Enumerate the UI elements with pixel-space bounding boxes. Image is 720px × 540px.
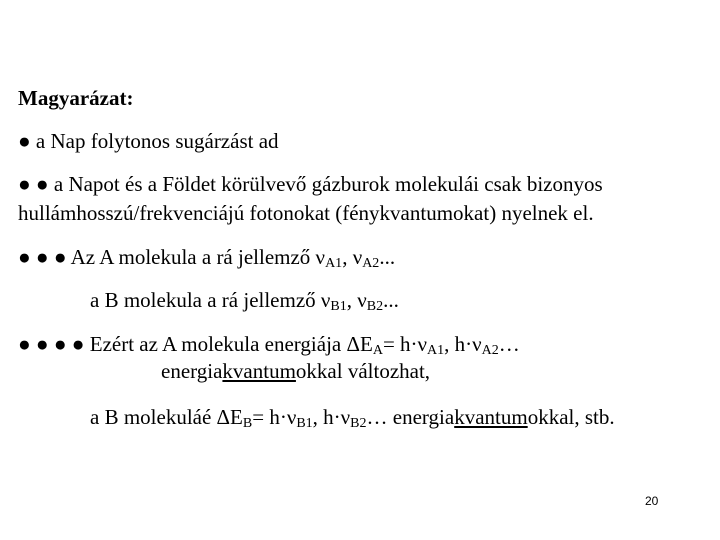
subscript: A bbox=[372, 343, 383, 358]
text: = h·ν bbox=[382, 332, 428, 356]
subscript: B2 bbox=[350, 416, 367, 431]
bullet-3-line-1 bbox=[18, 245, 395, 276]
text: ● ● ● Az A molekula a rá jellemző ν bbox=[18, 245, 326, 269]
bullet-1: ● a Nap folytonos sugárzást ad bbox=[18, 129, 279, 153]
bullet-2-line-2: hullámhosszú/frekvenciájú fotonokat (fénykvantumokat) nyelnek el. bbox=[18, 201, 594, 225]
text: … bbox=[498, 332, 520, 356]
bullet-2-line-1: ● ● a Napot és a Földet körülvevő gázburok molekulái csak bizonyos bbox=[18, 172, 603, 196]
bullet-4-line-3 bbox=[90, 405, 615, 436]
underlined-text: kvantum bbox=[222, 359, 296, 383]
text: , h·ν bbox=[312, 405, 351, 429]
subscript: A1 bbox=[427, 343, 445, 358]
text: ... bbox=[383, 288, 399, 312]
page-number: 20 bbox=[645, 494, 659, 508]
text: … energia bbox=[366, 405, 455, 429]
subscript: A2 bbox=[481, 343, 499, 358]
subscript: A1 bbox=[325, 256, 343, 271]
text: , h·ν bbox=[444, 332, 482, 356]
text: , ν bbox=[342, 245, 363, 269]
text: ● ● ● ● Ezért az A molekula energiája ΔE bbox=[18, 332, 373, 356]
text: a B molekula a rá jellemző ν bbox=[90, 288, 331, 312]
text: energia bbox=[161, 359, 223, 383]
text: a B molekuláé ΔE bbox=[90, 405, 243, 429]
bullet-3-line-2 bbox=[90, 288, 399, 319]
subscript: B1 bbox=[330, 299, 347, 314]
subscript: B2 bbox=[366, 299, 384, 314]
subscript: B1 bbox=[296, 416, 313, 431]
slide-title: Magyarázat: bbox=[18, 86, 134, 110]
text: okkal változhat, bbox=[295, 359, 431, 383]
underlined-text: kvantum bbox=[454, 405, 528, 429]
subscript: B bbox=[242, 416, 253, 431]
subscript: A2 bbox=[362, 256, 380, 271]
text: , ν bbox=[346, 288, 367, 312]
text: = h·ν bbox=[252, 405, 297, 429]
text: okkal, stb. bbox=[527, 405, 615, 429]
text: ... bbox=[379, 245, 396, 269]
bullet-4-line-2 bbox=[161, 359, 430, 383]
